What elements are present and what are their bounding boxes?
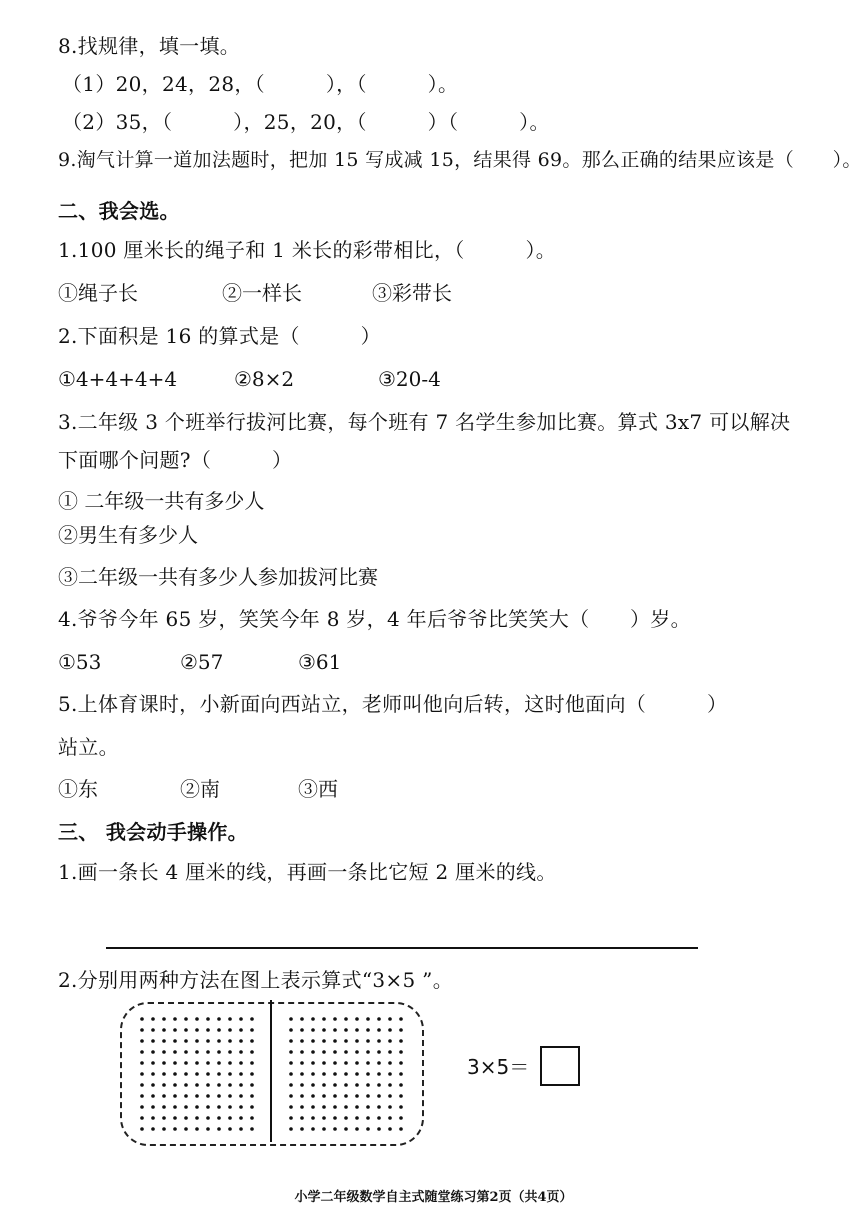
grid-dot [333,1039,337,1043]
grid-dot [300,1072,304,1076]
grid-dot [355,1094,359,1098]
grid-dot [151,1127,155,1131]
grid-dot [300,1116,304,1120]
grid-dot [250,1050,254,1054]
grid-dot [289,1061,293,1065]
q9-text: 9.淘气计算一道加法题时，把加 15 写成减 15，结果得 69。那么正确的结果应该是（ ）。 [58,149,862,171]
grid-dot [206,1083,210,1087]
grid-dot [173,1061,177,1065]
grid-dot [151,1083,155,1087]
grid-dot [322,1127,326,1131]
grid-dot [344,1072,348,1076]
q8-part1: （1）20，24，28，（ ），（ ）。 [62,72,459,96]
grid-dot [217,1039,221,1043]
grid-dot [162,1083,166,1087]
s2-q5-text-1: 5.上体育课时，小新面向西站立，老师叫他向后转，这时他面向（ ） [58,692,728,716]
grid-dot [239,1072,243,1076]
grid-dot [322,1017,326,1021]
grid-dot [184,1028,188,1032]
grid-dot [311,1061,315,1065]
grid-dot [289,1028,293,1032]
s3-q1-text: 1.画一条长 4 厘米的线，再画一条比它短 2 厘米的线。 [58,860,557,884]
grid-dot [184,1061,188,1065]
grid-dot [333,1028,337,1032]
grid-dot [366,1072,370,1076]
grid-dot [184,1083,188,1087]
s2-q1-option-3: ③彩带长 [372,281,452,305]
s2-q3-text-2: 下面哪个问题?（ ） [58,448,293,472]
grid-dot [173,1083,177,1087]
grid-dot [162,1028,166,1032]
grid-dot [239,1050,243,1054]
grid-dot [399,1094,403,1098]
grid-dot [239,1127,243,1131]
grid-dot [344,1039,348,1043]
grid-dot [195,1061,199,1065]
grid-dot [289,1017,293,1021]
grid-dot [162,1039,166,1043]
grid-dot [366,1039,370,1043]
grid-dot [239,1083,243,1087]
grid-dot [151,1061,155,1065]
grid-dot [333,1083,337,1087]
grid-dot [206,1017,210,1021]
s2-q1-option-1: ①绳子长 [58,281,138,305]
grid-dot [206,1061,210,1065]
grid-dot [289,1083,293,1087]
grid-dot [388,1116,392,1120]
grid-dot [399,1083,403,1087]
s2-q3-option-3: ③二年级一共有多少人参加拔河比赛 [58,565,378,589]
grid-dot [195,1028,199,1032]
section2-title: 二、我会选。 [58,199,180,223]
grid-dot [300,1017,304,1021]
q8-title: 8.找规律，填一填。 [58,34,241,58]
grid-dot [311,1050,315,1054]
grid-dot [173,1105,177,1109]
grid-dot [217,1072,221,1076]
grid-dot [184,1050,188,1054]
grid-dot [184,1127,188,1131]
grid-dot [217,1094,221,1098]
grid-dot [311,1083,315,1087]
grid-dot [250,1039,254,1043]
grid-dot [344,1017,348,1021]
grid-dot [311,1127,315,1131]
grid-dot [355,1072,359,1076]
grid-dot [140,1083,144,1087]
grid-dot [366,1094,370,1098]
grid-dot [366,1050,370,1054]
grid-dot [366,1116,370,1120]
grid-dot [173,1050,177,1054]
grid-dot [388,1050,392,1054]
grid-dot [250,1061,254,1065]
grid-dot [333,1094,337,1098]
grid-dot [344,1094,348,1098]
grid-dot [162,1017,166,1021]
grid-dot [388,1039,392,1043]
s2-q5-option-3: ③西 [298,777,338,801]
grid-dot [289,1127,293,1131]
grid-dot [173,1094,177,1098]
grid-dot [173,1028,177,1032]
grid-dot [195,1116,199,1120]
grid-dot [333,1116,337,1120]
grid-dot [311,1039,315,1043]
grid-dot [195,1083,199,1087]
grid-dot [140,1017,144,1021]
s2-q5-option-1: ①东 [58,777,98,801]
grid-dot [228,1116,232,1120]
grid-dot [355,1039,359,1043]
grid-dot [239,1105,243,1109]
grid-dot [377,1061,381,1065]
grid-dot [289,1116,293,1120]
grid-dot [322,1094,326,1098]
grid-dot [151,1116,155,1120]
grid-dot [377,1072,381,1076]
grid-dot [399,1028,403,1032]
grid-dot [355,1017,359,1021]
grid-dot [140,1061,144,1065]
grid-dot [217,1061,221,1065]
grid-dot [344,1105,348,1109]
grid-dot [344,1127,348,1131]
grid-dot [399,1127,403,1131]
grid-dot [355,1105,359,1109]
dot-grid-left [136,1014,260,1132]
grid-dot [195,1050,199,1054]
page-footer: 小学二年级数学自主式随堂练习第2页（共4页） [294,1190,573,1205]
grid-dot [366,1127,370,1131]
grid-dot [344,1061,348,1065]
grid-dot [289,1094,293,1098]
grid-dot [195,1017,199,1021]
grid-dot [173,1072,177,1076]
grid-dot [184,1116,188,1120]
grid-dot [195,1127,199,1131]
s2-q2-option-1: ①4+4+4+4 [58,367,178,391]
grid-dot [173,1127,177,1131]
grid-dot [322,1105,326,1109]
grid-dot [195,1094,199,1098]
grid-dot [399,1050,403,1054]
s2-q3-text-1: 3.二年级 3 个班举行拔河比赛，每个班有 7 名学生参加比赛。算式 3x7 可以解决 [58,410,791,434]
dot-grid-right [285,1014,409,1132]
grid-dot [289,1105,293,1109]
grid-dot [355,1083,359,1087]
grid-dot [184,1105,188,1109]
grid-dot [228,1017,232,1021]
grid-dot [228,1039,232,1043]
grid-dot [162,1072,166,1076]
grid-dot [388,1072,392,1076]
grid-dot [206,1094,210,1098]
grid-dot [355,1127,359,1131]
grid-dot [289,1039,293,1043]
answer-line [106,947,698,949]
grid-dot [300,1061,304,1065]
grid-dot [388,1017,392,1021]
grid-dot [388,1028,392,1032]
grid-dot [388,1094,392,1098]
grid-dot [173,1039,177,1043]
grid-dot [322,1039,326,1043]
grid-dot [399,1072,403,1076]
grid-dot [300,1127,304,1131]
grid-dot [206,1050,210,1054]
grid-dot [184,1039,188,1043]
grid-dot [228,1105,232,1109]
grid-dot [140,1072,144,1076]
grid-dot [377,1028,381,1032]
grid-dot [300,1094,304,1098]
grid-dot [250,1116,254,1120]
grid-dot [289,1072,293,1076]
grid-dot [366,1028,370,1032]
grid-dot [250,1105,254,1109]
grid-dot [195,1105,199,1109]
grid-dot [333,1072,337,1076]
grid-dot [300,1083,304,1087]
s2-q4-option-3: ③61 [298,650,342,674]
grid-dot [140,1050,144,1054]
s2-q3-option-2: ②男生有多少人 [58,523,198,547]
grid-dot [333,1050,337,1054]
grid-dot [250,1094,254,1098]
grid-dot [195,1039,199,1043]
grid-dot [162,1105,166,1109]
grid-dot [388,1061,392,1065]
grid-dot [377,1083,381,1087]
grid-dot [377,1105,381,1109]
grid-dot [366,1061,370,1065]
grid-dot [311,1094,315,1098]
s2-q2-option-3: ③20-4 [378,367,441,391]
grid-dot [217,1028,221,1032]
grid-dot [289,1050,293,1054]
grid-dot [399,1105,403,1109]
grid-dot [399,1017,403,1021]
grid-dot [206,1127,210,1131]
grid-dot [195,1072,199,1076]
panel-divider [270,1000,272,1142]
grid-dot [250,1017,254,1021]
s2-q4-option-2: ②57 [180,650,224,674]
grid-dot [322,1028,326,1032]
grid-dot [140,1028,144,1032]
grid-dot [388,1105,392,1109]
grid-dot [250,1072,254,1076]
grid-dot [217,1127,221,1131]
grid-dot [228,1061,232,1065]
grid-dot [151,1072,155,1076]
s3-q2-text: 2.分别用两种方法在图上表示算式“3×5 ”。 [58,968,453,992]
grid-dot [206,1028,210,1032]
equation-text: 3×5＝ [467,1055,530,1079]
grid-dot [151,1028,155,1032]
grid-dot [228,1050,232,1054]
grid-dot [366,1017,370,1021]
grid-dot [322,1050,326,1054]
grid-dot [300,1039,304,1043]
grid-dot [250,1083,254,1087]
grid-dot [162,1050,166,1054]
grid-dot [377,1116,381,1120]
grid-dot [377,1017,381,1021]
grid-dot [366,1083,370,1087]
grid-dot [206,1105,210,1109]
grid-dot [217,1116,221,1120]
grid-dot [355,1061,359,1065]
grid-dot [300,1050,304,1054]
grid-dot [184,1017,188,1021]
grid-dot [151,1094,155,1098]
grid-dot [239,1061,243,1065]
grid-dot [184,1094,188,1098]
grid-dot [217,1017,221,1021]
grid-dot [184,1072,188,1076]
grid-dot [322,1116,326,1120]
s2-q1-option-2: ②一样长 [222,281,302,305]
grid-dot [355,1050,359,1054]
grid-dot [217,1050,221,1054]
answer-box[interactable] [540,1046,580,1086]
grid-dot [239,1039,243,1043]
grid-dot [377,1127,381,1131]
grid-dot [344,1028,348,1032]
grid-dot [377,1094,381,1098]
grid-dot [162,1127,166,1131]
q8-part2: （2）35，（ ），25，20，（ ）（ ）。 [62,110,550,134]
grid-dot [173,1116,177,1120]
s2-q2-text: 2.下面积是 16 的算式是（ ） [58,324,381,348]
grid-dot [300,1028,304,1032]
grid-dot [377,1050,381,1054]
grid-dot [388,1127,392,1131]
grid-dot [366,1105,370,1109]
grid-dot [151,1017,155,1021]
grid-dot [162,1116,166,1120]
grid-dot [333,1105,337,1109]
grid-dot [206,1039,210,1043]
grid-dot [228,1094,232,1098]
grid-dot [355,1116,359,1120]
s2-q3-option-1: ① 二年级一共有多少人 [58,489,265,513]
grid-dot [140,1116,144,1120]
grid-dot [140,1039,144,1043]
grid-dot [206,1116,210,1120]
grid-dot [239,1028,243,1032]
grid-dot [217,1105,221,1109]
grid-dot [333,1061,337,1065]
s2-q1-text: 1.100 厘米长的绳子和 1 米长的彩带相比，（ ）。 [58,238,557,262]
section3-title: 三、 我会动手操作。 [58,820,248,844]
grid-dot [333,1127,337,1131]
grid-dot [399,1061,403,1065]
grid-dot [206,1072,210,1076]
grid-dot [300,1105,304,1109]
grid-dot [173,1017,177,1021]
grid-dot [239,1116,243,1120]
grid-dot [140,1105,144,1109]
grid-dot [228,1083,232,1087]
grid-dot [311,1017,315,1021]
grid-dot [140,1127,144,1131]
grid-dot [377,1039,381,1043]
s2-q2-option-2: ②8×2 [234,367,295,391]
grid-dot [228,1028,232,1032]
grid-dot [228,1127,232,1131]
grid-dot [217,1083,221,1087]
grid-dot [311,1105,315,1109]
s2-q4-text: 4.爷爷今年 65 岁，笑笑今年 8 岁，4 年后爷爷比笑笑大（ ）岁。 [58,607,691,631]
grid-dot [239,1017,243,1021]
grid-dot [140,1094,144,1098]
grid-dot [151,1050,155,1054]
grid-dot [311,1116,315,1120]
grid-dot [162,1094,166,1098]
grid-dot [250,1127,254,1131]
grid-dot [322,1072,326,1076]
grid-dot [228,1072,232,1076]
grid-dot [311,1072,315,1076]
grid-dot [355,1028,359,1032]
grid-dot [399,1116,403,1120]
grid-dot [344,1050,348,1054]
s2-q5-text-2: 站立。 [58,735,119,759]
s2-q4-option-1: ①53 [58,650,102,674]
grid-dot [399,1039,403,1043]
grid-dot [344,1083,348,1087]
grid-dot [344,1116,348,1120]
grid-dot [311,1028,315,1032]
grid-dot [333,1017,337,1021]
grid-dot [162,1061,166,1065]
s2-q5-option-2: ②南 [180,777,220,801]
grid-dot [322,1083,326,1087]
grid-dot [250,1028,254,1032]
grid-dot [322,1061,326,1065]
grid-dot [239,1094,243,1098]
grid-dot [151,1105,155,1109]
grid-dot [151,1039,155,1043]
grid-dot [388,1083,392,1087]
